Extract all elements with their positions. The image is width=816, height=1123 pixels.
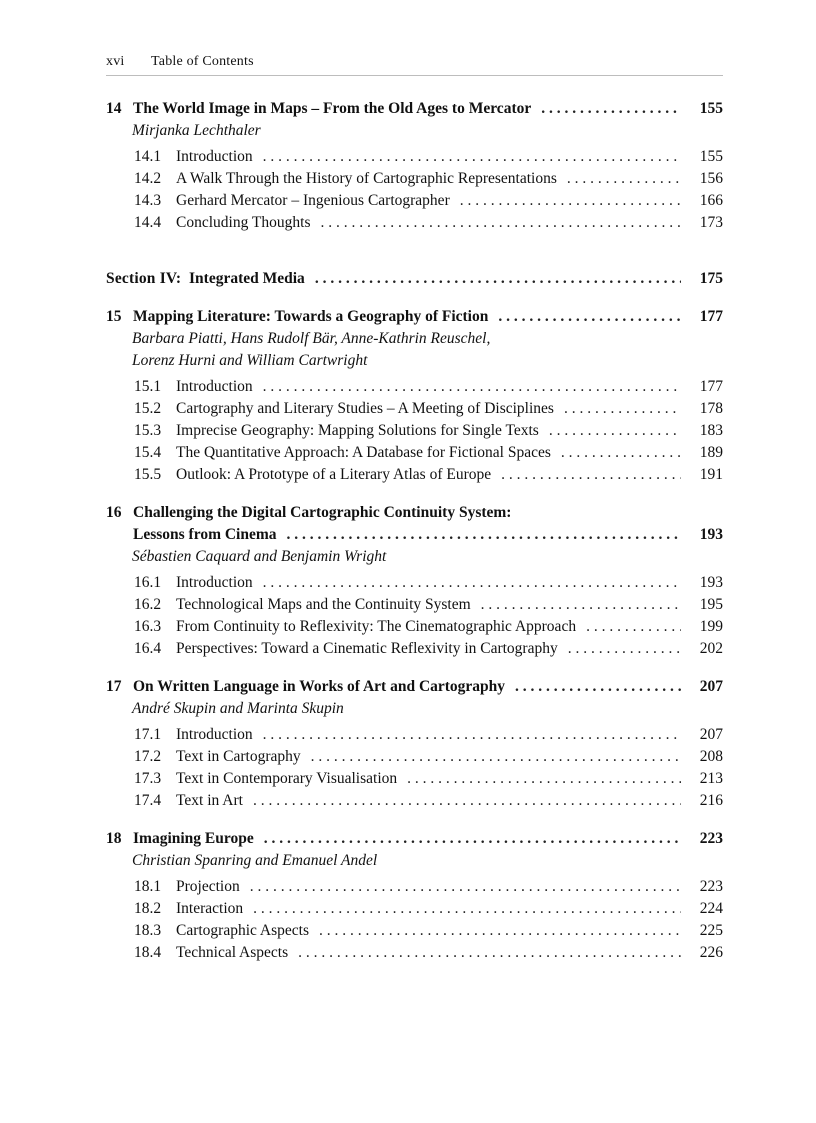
toc-section-entry[interactable] bbox=[106, 616, 723, 638]
leader-dots bbox=[263, 724, 681, 746]
chapter-heading[interactable] bbox=[106, 676, 723, 698]
section-page: 226 bbox=[699, 944, 723, 961]
leader-dots bbox=[311, 746, 681, 768]
toc-section-entry[interactable] bbox=[106, 746, 723, 768]
chapter-text bbox=[106, 676, 505, 698]
leader-dots bbox=[564, 398, 681, 420]
section-number: 17.2 bbox=[134, 748, 162, 765]
section-text bbox=[134, 572, 253, 594]
section-number: 18.3 bbox=[134, 922, 162, 939]
leader-dots bbox=[407, 768, 681, 790]
chapter-text bbox=[106, 502, 511, 524]
section-line[interactable] bbox=[134, 464, 723, 486]
chapter-entry bbox=[106, 502, 723, 660]
toc-section-entry[interactable] bbox=[106, 876, 723, 898]
section-page: 213 bbox=[699, 770, 723, 787]
leader-dots bbox=[549, 420, 681, 442]
chapter-entry bbox=[106, 828, 723, 964]
chapter-authors: Sébastien Caquard and Benjamin Wright bbox=[132, 548, 387, 565]
leader-dots bbox=[515, 676, 681, 698]
section-number: 16.1 bbox=[134, 574, 162, 591]
section-page: 189 bbox=[699, 444, 723, 461]
chapter-page: 155 bbox=[699, 100, 723, 117]
section-title: Imprecise Geography: Mapping Solutions for Single Texts bbox=[176, 422, 539, 439]
chapter-text bbox=[106, 98, 531, 120]
section-line[interactable] bbox=[134, 594, 723, 616]
leader-dots bbox=[541, 98, 681, 120]
leader-dots bbox=[319, 920, 681, 942]
section-title: Perspectives: Toward a Cinematic Reflexivity in Cartography bbox=[176, 640, 558, 657]
section-text bbox=[134, 898, 243, 920]
chapter-title: On Written Language in Works of Art and Cartography bbox=[133, 678, 506, 695]
section-line[interactable] bbox=[134, 168, 723, 190]
section-title: Introduction bbox=[176, 378, 253, 395]
leader-dots bbox=[498, 306, 681, 328]
chapter-number: 17 bbox=[106, 678, 122, 695]
chapter-line[interactable] bbox=[106, 502, 723, 524]
chapter-number: 15 bbox=[106, 308, 122, 325]
leader-dots bbox=[263, 146, 681, 168]
toc-section-entry[interactable] bbox=[106, 594, 723, 616]
section-line[interactable] bbox=[134, 768, 723, 790]
chapter-heading[interactable] bbox=[106, 502, 723, 546]
section-page: 208 bbox=[699, 748, 723, 765]
section-title: Interaction bbox=[176, 900, 244, 917]
section-title: Integrated Media bbox=[189, 270, 305, 287]
leader-dots bbox=[567, 168, 681, 190]
section-line[interactable] bbox=[134, 942, 723, 964]
chapter-entry bbox=[106, 98, 723, 234]
section-text bbox=[134, 420, 539, 442]
table-of-contents bbox=[106, 98, 723, 980]
section-text bbox=[134, 168, 557, 190]
section-page: 225 bbox=[699, 922, 723, 939]
toc-section-entry[interactable] bbox=[106, 724, 723, 746]
section-list bbox=[106, 724, 723, 812]
toc-section-entry[interactable] bbox=[106, 638, 723, 660]
chapter-heading[interactable] bbox=[106, 98, 723, 120]
section-number: 15.5 bbox=[134, 466, 162, 483]
section-title: A Walk Through the History of Cartographic Representations bbox=[176, 170, 557, 187]
leader-dots bbox=[568, 638, 681, 660]
section-number: 16.4 bbox=[134, 640, 162, 657]
chapter-line[interactable] bbox=[106, 676, 723, 698]
section-line[interactable] bbox=[134, 398, 723, 420]
section-title: The Quantitative Approach: A Database for Fictional Spaces bbox=[176, 444, 551, 461]
chapter-text bbox=[106, 828, 254, 850]
section-page: 207 bbox=[699, 726, 723, 743]
section-page: 216 bbox=[699, 792, 723, 809]
section-line[interactable] bbox=[134, 898, 723, 920]
toc-section-entry[interactable] bbox=[106, 572, 723, 594]
chapter-heading[interactable] bbox=[106, 828, 723, 850]
leader-dots bbox=[481, 594, 681, 616]
chapter-number: 18 bbox=[106, 830, 122, 847]
section-line[interactable] bbox=[134, 572, 723, 594]
toc-section-entry[interactable] bbox=[106, 398, 723, 420]
section-text bbox=[134, 638, 558, 660]
leader-dots bbox=[253, 790, 681, 812]
leader-dots bbox=[264, 828, 681, 850]
section-list bbox=[106, 146, 723, 234]
toc-section-entry[interactable] bbox=[106, 898, 723, 920]
leader-dots bbox=[561, 442, 681, 464]
chapter-page: 193 bbox=[699, 526, 723, 543]
section-text bbox=[134, 398, 554, 420]
section-line[interactable] bbox=[134, 746, 723, 768]
section-number: 17.3 bbox=[134, 770, 162, 787]
section-text bbox=[134, 616, 576, 638]
section-page: 224 bbox=[699, 900, 723, 917]
header-rule bbox=[106, 75, 723, 76]
section-page: 178 bbox=[699, 400, 723, 417]
leader-dots bbox=[250, 876, 681, 898]
section-text bbox=[134, 942, 288, 964]
chapter-number: 16 bbox=[106, 504, 122, 521]
section-number: 14.1 bbox=[134, 148, 162, 165]
toc-section-entry[interactable] bbox=[106, 212, 723, 234]
section-page: 175 bbox=[699, 270, 723, 287]
chapters-after-section bbox=[106, 306, 723, 964]
section-title: Introduction bbox=[176, 574, 253, 591]
toc-section-entry[interactable] bbox=[106, 146, 723, 168]
leader-dots bbox=[501, 464, 681, 486]
section-number: 15.3 bbox=[134, 422, 162, 439]
toc-section-entry[interactable] bbox=[106, 420, 723, 442]
chapter-line[interactable] bbox=[106, 828, 723, 850]
chapter-page: 223 bbox=[699, 830, 723, 847]
chapter-authors: Lorenz Hurni and William Cartwright bbox=[132, 352, 368, 369]
section-title: Text in Cartography bbox=[176, 748, 301, 765]
section-page: 191 bbox=[699, 466, 723, 483]
section-number: 16.3 bbox=[134, 618, 162, 635]
section-title: Outlook: A Prototype of a Literary Atlas of Europe bbox=[176, 466, 492, 483]
section-title: Introduction bbox=[176, 148, 253, 165]
chapter-heading[interactable] bbox=[106, 306, 723, 328]
header-title: Table of Contents bbox=[151, 54, 254, 69]
chapter-line[interactable] bbox=[106, 98, 723, 120]
section-page: 223 bbox=[699, 878, 723, 895]
section-label: Section IV: bbox=[106, 270, 182, 287]
section-number: 18.1 bbox=[134, 878, 162, 895]
toc-section-entry[interactable] bbox=[106, 942, 723, 964]
section-number: 18.2 bbox=[134, 900, 162, 917]
section-title: Cartography and Literary Studies – A Meeting of Disciplines bbox=[176, 400, 554, 417]
leader-dots bbox=[315, 268, 681, 290]
section-number: 14.3 bbox=[134, 192, 162, 209]
toc-section-entry[interactable] bbox=[106, 768, 723, 790]
chapter-text bbox=[106, 524, 277, 546]
chapter-line[interactable] bbox=[106, 306, 723, 328]
section-line[interactable] bbox=[134, 190, 723, 212]
section-text bbox=[134, 464, 491, 486]
section-page: 177 bbox=[699, 378, 723, 395]
chapter-title: Challenging the Digital Cartographic Continuity System: bbox=[133, 504, 512, 521]
section-line[interactable] bbox=[134, 724, 723, 746]
chapter-title: Mapping Literature: Towards a Geography of Fiction bbox=[133, 308, 489, 325]
chapter-entry bbox=[106, 306, 723, 486]
chapter-authors: Barbara Piatti, Hans Rudolf Bär, Anne-Kathrin Reuschel, bbox=[132, 330, 491, 347]
chapter-title: The World Image in Maps – From the Old Ages to Mercator bbox=[133, 100, 532, 117]
section-page: 173 bbox=[699, 214, 723, 231]
chapters-before-section bbox=[106, 98, 723, 234]
toc-section-entry[interactable] bbox=[106, 168, 723, 190]
section-line[interactable] bbox=[134, 790, 723, 812]
section-line[interactable] bbox=[134, 876, 723, 898]
section-line[interactable] bbox=[134, 920, 723, 942]
section-line[interactable] bbox=[134, 442, 723, 464]
section-title: Introduction bbox=[176, 726, 253, 743]
running-head bbox=[106, 54, 723, 70]
section-text bbox=[134, 212, 310, 234]
chapter-text bbox=[106, 306, 488, 328]
section-line[interactable] bbox=[134, 638, 723, 660]
toc-section-entry[interactable] bbox=[106, 920, 723, 942]
section-text bbox=[134, 442, 551, 464]
toc-section-entry[interactable] bbox=[106, 190, 723, 212]
section-title: Technical Aspects bbox=[176, 944, 289, 961]
leader-dots bbox=[263, 376, 681, 398]
section-line[interactable] bbox=[134, 212, 723, 234]
section-text bbox=[134, 594, 471, 616]
leader-dots bbox=[263, 572, 681, 594]
section-text bbox=[134, 724, 253, 746]
section-title: Cartographic Aspects bbox=[176, 922, 310, 939]
leader-dots bbox=[320, 212, 681, 234]
toc-section-entry[interactable] bbox=[106, 376, 723, 398]
section-list bbox=[106, 376, 723, 486]
section-number: 15.2 bbox=[134, 400, 162, 417]
section-page: 183 bbox=[699, 422, 723, 439]
toc-section-entry[interactable] bbox=[106, 464, 723, 486]
leader-dots bbox=[586, 616, 681, 638]
chapter-authors: André Skupin and Marinta Skupin bbox=[132, 700, 344, 717]
section-title: Technological Maps and the Continuity System bbox=[176, 596, 471, 613]
chapter-page: 207 bbox=[699, 678, 723, 695]
section-heading[interactable] bbox=[106, 268, 723, 290]
leader-dots bbox=[287, 524, 681, 546]
section-line[interactable] bbox=[134, 146, 723, 168]
chapter-authors: Mirjanka Lechthaler bbox=[132, 122, 261, 139]
section-text bbox=[134, 790, 243, 812]
section-page: 166 bbox=[699, 192, 723, 209]
section-line[interactable] bbox=[134, 376, 723, 398]
section-number: 18.4 bbox=[134, 944, 162, 961]
chapter-line[interactable] bbox=[106, 524, 723, 546]
section-number: 17.1 bbox=[134, 726, 162, 743]
section-line[interactable] bbox=[134, 420, 723, 442]
section-line[interactable] bbox=[134, 616, 723, 638]
section-number: 14.2 bbox=[134, 170, 162, 187]
section-list bbox=[106, 876, 723, 964]
chapter-title-continued: Lessons from Cinema bbox=[133, 526, 277, 543]
section-page: 199 bbox=[699, 618, 723, 635]
section-list bbox=[106, 572, 723, 660]
section-text bbox=[134, 876, 240, 898]
section-title: Text in Contemporary Visualisation bbox=[176, 770, 398, 787]
toc-section-entry[interactable] bbox=[106, 790, 723, 812]
section-title: Gerhard Mercator – Ingenious Cartographer bbox=[176, 192, 450, 209]
section-text bbox=[134, 376, 253, 398]
chapter-title: Imagining Europe bbox=[133, 830, 254, 847]
section-number: 15.1 bbox=[134, 378, 162, 395]
leader-dots bbox=[253, 898, 681, 920]
header-page-number: xvi bbox=[106, 54, 125, 69]
section-page: 193 bbox=[699, 574, 723, 591]
section-text bbox=[134, 768, 397, 790]
section-text bbox=[134, 190, 450, 212]
leader-dots bbox=[298, 942, 681, 964]
section-page: 195 bbox=[699, 596, 723, 613]
section-page: 156 bbox=[699, 170, 723, 187]
chapter-page: 177 bbox=[699, 308, 723, 325]
chapter-entry bbox=[106, 676, 723, 812]
section-number: 17.4 bbox=[134, 792, 162, 809]
section-page: 155 bbox=[699, 148, 723, 165]
section-number: 14.4 bbox=[134, 214, 162, 231]
chapter-number: 14 bbox=[106, 100, 122, 117]
section-title: Concluding Thoughts bbox=[176, 214, 311, 231]
toc-section-entry[interactable] bbox=[106, 442, 723, 464]
section-title: Text in Art bbox=[176, 792, 243, 809]
section-title: Projection bbox=[176, 878, 240, 895]
section-number: 16.2 bbox=[134, 596, 162, 613]
section-text bbox=[134, 146, 253, 168]
chapter-authors: Christian Spanring and Emanuel Andel bbox=[132, 852, 378, 869]
section-text bbox=[134, 920, 309, 942]
section-text bbox=[134, 746, 301, 768]
section-page: 202 bbox=[699, 640, 723, 657]
leader-dots bbox=[460, 190, 681, 212]
section-number: 15.4 bbox=[134, 444, 162, 461]
section-title: From Continuity to Reflexivity: The Cinematographic Approach bbox=[176, 618, 577, 635]
